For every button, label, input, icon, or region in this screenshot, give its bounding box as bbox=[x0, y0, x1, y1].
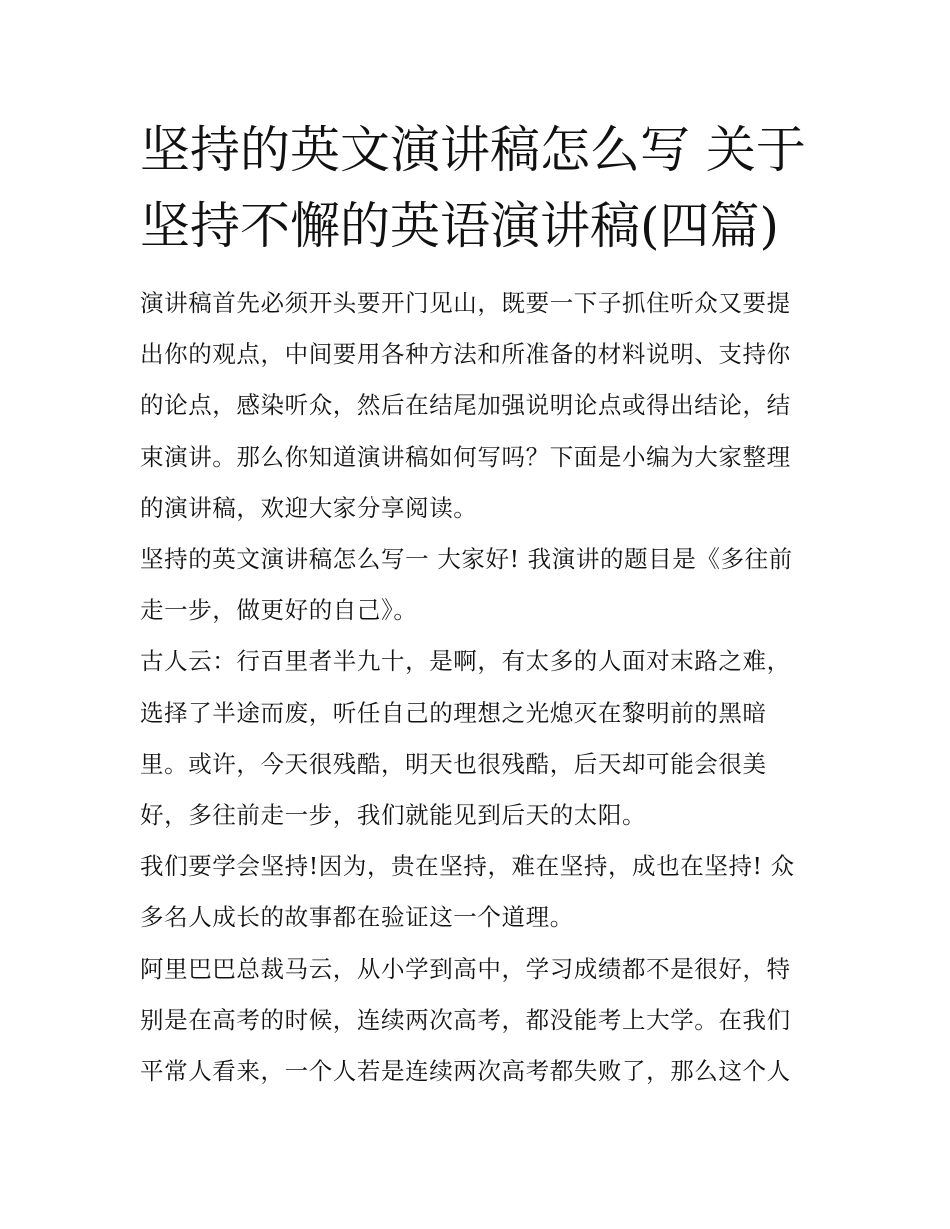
text-line: 出你的观点，中间要用各种方法和所准备的材料说明、支持你 bbox=[140, 340, 791, 369]
text-line: 好，多往前走一步，我们就能见到后天的太阳。 bbox=[140, 801, 647, 830]
document-body bbox=[140, 278, 820, 1097]
text-line: 的演讲稿，欢迎大家分享阅读。 bbox=[140, 493, 478, 522]
text-line: 选择了半途而废，听任自己的理想之光熄灭在黎明前的黑暗 bbox=[140, 698, 767, 727]
title-line: 坚持的英文演讲稿怎么写 关于 bbox=[140, 121, 806, 179]
text-line: 平常人看来，一个人若是连续两次高考都失败了，那么这个人 bbox=[140, 1057, 791, 1086]
paragraph-intro bbox=[140, 278, 820, 534]
title-line: 坚持不懈的英语演讲稿(四篇) bbox=[140, 197, 780, 255]
text-line: 多名人成长的故事都在验证这一个道理。 bbox=[140, 903, 574, 932]
text-line: 里。或许，今天很残酷，明天也很残酷，后天却可能会很美 bbox=[140, 749, 767, 778]
text-line: 别是在高考的时候，连续两次高考，都没能考上大学。在我们 bbox=[140, 1005, 791, 1034]
paragraph-jack-ma bbox=[140, 944, 820, 1098]
paragraph-speech-title bbox=[140, 534, 820, 636]
paragraph-ancient-saying bbox=[140, 636, 820, 841]
text-line: 的论点，感染听众，然后在结尾加强说明论点或得出结论，结 bbox=[140, 391, 791, 420]
text-line: 古人云：行百里者半九十，是啊，有太多的人面对末路之难， bbox=[140, 647, 791, 676]
text-line: 我们要学会坚持!因为，贵在坚持，难在坚持，成也在坚持! 众 bbox=[140, 852, 795, 881]
text-line: 束演讲。那么你知道演讲稿如何写吗？下面是小编为大家整理 bbox=[140, 442, 791, 471]
text-line: 坚持的英文演讲稿怎么写一 大家好! 我演讲的题目是《多往前 bbox=[140, 545, 793, 574]
paragraph-persistence bbox=[140, 841, 820, 943]
text-line: 走一步，做更好的自己》。 bbox=[140, 596, 418, 625]
document-title bbox=[140, 112, 820, 264]
text-line: 阿里巴巴总裁马云，从小学到高中，学习成绩都不是很好，特 bbox=[140, 954, 791, 983]
text-line: 演讲稿首先必须开头要开门见山，既要一下子抓住听众又要提 bbox=[140, 289, 791, 317]
